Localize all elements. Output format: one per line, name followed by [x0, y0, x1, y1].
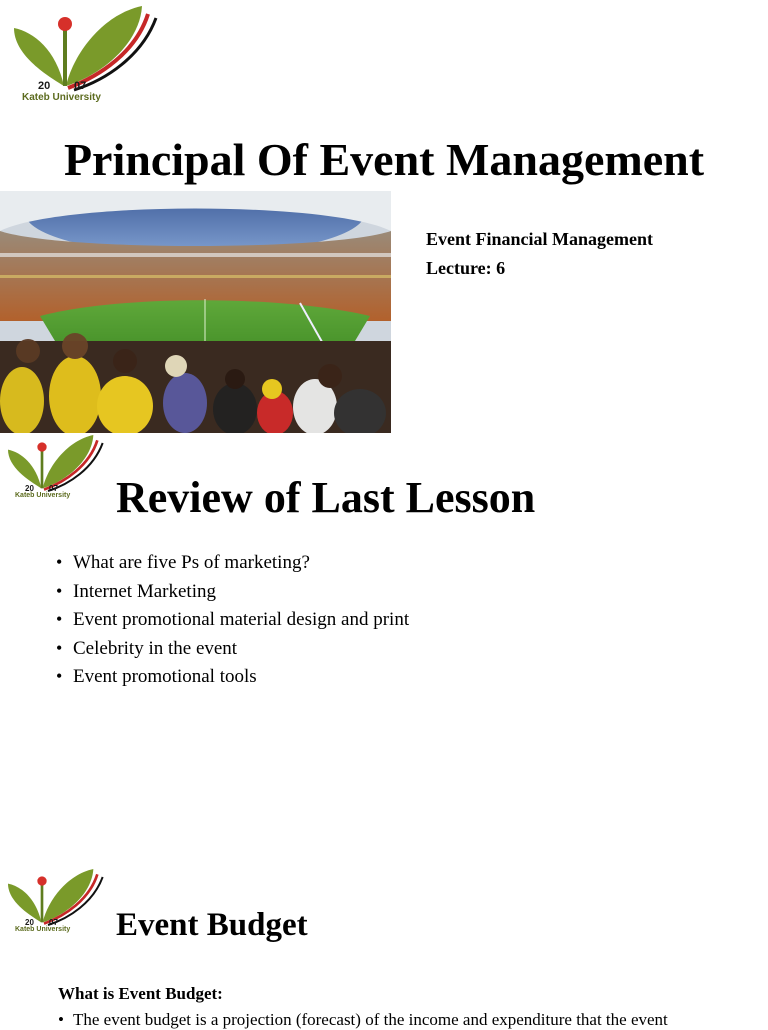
bullet-text: The event budget is a projection (forecast) of the income and expenditure that the event — [73, 1010, 668, 1029]
logo-year-right: 07 — [49, 918, 58, 927]
logo-name: Kateb University — [15, 926, 71, 933]
bullet-text: Event promotional material design and print — [73, 609, 410, 631]
bullet-icon: • — [58, 1010, 64, 1029]
lecture-number: Lecture: 6 — [426, 258, 506, 278]
bullet-icon: • — [56, 552, 63, 572]
bullet-icon: • — [56, 637, 63, 658]
kateb-university-logo-small — [4, 432, 104, 502]
bullet-text: Internet Marketing — [73, 580, 216, 602]
logo-year-left: 20 — [25, 484, 34, 493]
logo-name: Kateb University — [15, 492, 71, 499]
bullet-icon: • — [56, 666, 63, 687]
logo-year-right: 07 — [74, 80, 87, 92]
review-title: Review of Last Lesson — [116, 473, 536, 522]
kateb-university-logo-small — [4, 866, 104, 936]
logo-year-left: 20 — [25, 918, 34, 927]
kateb-university-logo — [8, 2, 158, 106]
logo-name: Kateb University — [22, 92, 101, 103]
bullet-icon: • — [56, 609, 63, 630]
list-item — [56, 577, 409, 606]
bullet-text: Celebrity in the event — [73, 637, 238, 659]
budget-question: What is Event Budget: — [58, 984, 223, 1003]
list-item — [56, 662, 409, 691]
bullet-text: Event promotional tools — [73, 666, 257, 688]
logo-year-left: 20 — [38, 80, 51, 92]
stadium-photo — [0, 191, 391, 433]
slide-subtitle: Event Financial Management — [426, 229, 653, 249]
logo-year-right: 07 — [49, 484, 58, 493]
list-item — [56, 634, 409, 663]
bullet-icon: • — [56, 580, 63, 601]
bullet-text: What are five Ps of marketing? — [73, 552, 310, 573]
budget-title: Event Budget — [116, 907, 308, 943]
list-item — [56, 605, 409, 634]
budget-bullet — [58, 1010, 668, 1030]
review-bullet-list — [56, 548, 409, 691]
slide-title: Principal Of Event Management — [63, 134, 705, 185]
list-item — [56, 548, 409, 577]
